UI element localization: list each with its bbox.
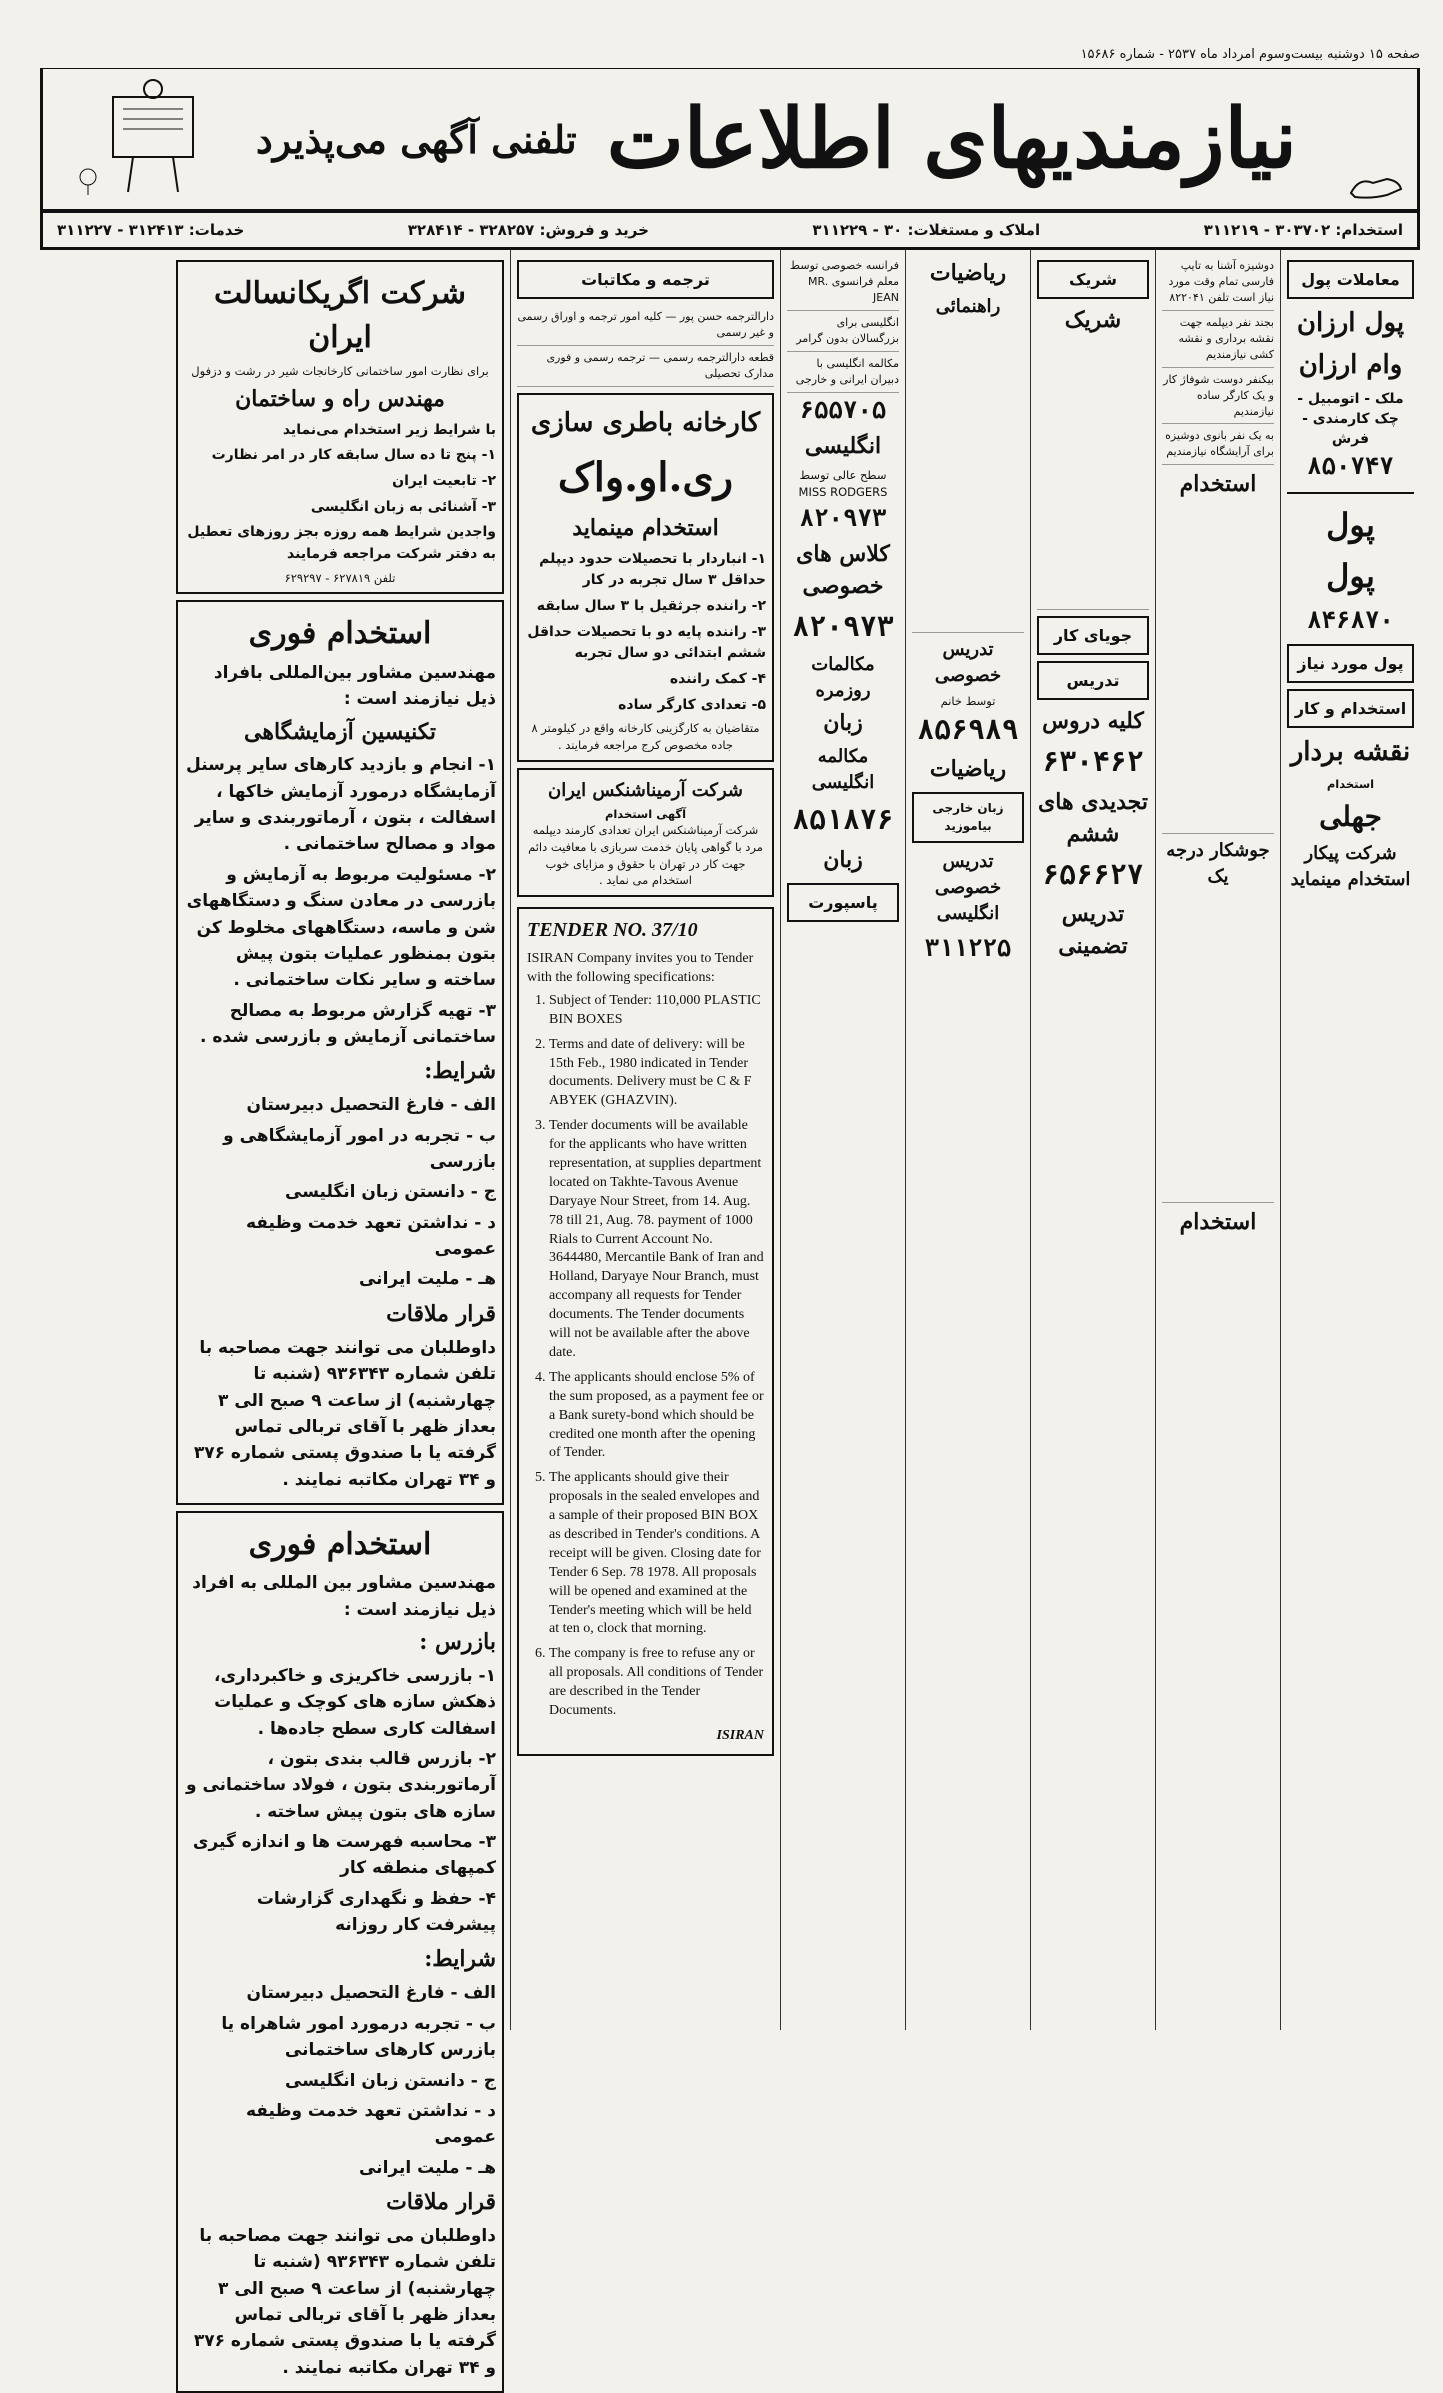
list-item [912, 324, 1024, 633]
masthead-subtitle: تلفنی آگهی می‌پذیرد [255, 116, 577, 162]
page-info-line [40, 40, 1420, 69]
list-item: ۳- راننده پایه دو با تحصیلات حداقل ششم ابتدائی دو سال تجربه [527, 623, 766, 662]
property-phone: املاک و مستغلات: ۳۰ - ۳۱۱۲۲۹ [812, 221, 1041, 239]
translation-category-box: ترجمه و مکاتبات [517, 260, 774, 299]
columns [40, 250, 1420, 2378]
language-heading-2: زبان [823, 846, 863, 873]
ad-intro: مهندسین مشاور بین‌المللی بافراد ذیل نیازمند است : [213, 662, 496, 710]
by-lady: توسط خانم [940, 694, 996, 709]
private-phone: ۸۵۶۹۸۹ [917, 712, 1019, 746]
guidance-heading: راهنمائی [935, 295, 1001, 317]
money-heading-2: پول [1326, 556, 1375, 595]
list-item: ۱- بازرسی خاکریزی و خاکبرداری، ذهکش سازه های کوچک و عملیات اسفالت کاری سطح جاده‌ها . [214, 1665, 496, 1739]
list-item: ج - دانستن زبان انگلیسی [285, 2070, 496, 2091]
hire-small-heading: استخدام [1326, 776, 1375, 791]
role-title: مهندس راه و ساختمان [235, 385, 445, 412]
company-title: شرکت اگریکانسالت ایران [214, 276, 466, 355]
list-item: ۴- حفظ و نگهداری گزارشات پیشرفت کار روزانه [256, 1888, 496, 1936]
column-partner [1030, 250, 1155, 2030]
loan-types: ملک - اتومبیل - چک کارمندی - فرش [1297, 390, 1404, 448]
lab-technician-role: تکنیسین آزمایشگاهی [244, 718, 436, 745]
list-item: ج - دانستن زبان انگلیسی [285, 1182, 496, 1203]
hire-category-box: استخدام و کار [1287, 689, 1414, 728]
tender-signature: ISIRAN [716, 1727, 764, 1743]
appointment-heading-2: قرار ملاقات [386, 2188, 496, 2215]
inspector-role: بازرس : [419, 1629, 496, 1656]
arminashnex-body: شرکت آرمیناشنکس ایران تعدادی کارمند دیپلمه مرد با گواهی پایان خدمت سربازی با معافیت دائم جهت کار در تهران با حقوق و مزایای خوب استخدام می نماید . [528, 823, 763, 888]
daily-conversation-heading: مکالمات روزمره [811, 653, 875, 701]
private-teaching-heading: تدریس خصوصی [934, 638, 1002, 687]
money-category-box: معاملات پول [1287, 260, 1414, 299]
list-item: ۳- محاسبه فهرست ها و اندازه گیری کمپهای منطقه کار [192, 1832, 496, 1879]
column-languages [780, 250, 905, 2030]
conditions-head: با شرایط زیر استخدام می‌نماید [282, 421, 496, 438]
math-heading-2: ریاضیات [929, 756, 1007, 783]
list-item: الف - فارغ التحصیل دبیرستان [246, 1983, 496, 2004]
company-intro: برای نظارت امور ساختمانی کارخانجات شیر در رشت و دزفول [191, 364, 489, 378]
services-phone: خدمات: ۳۱۲۴۱۳ - ۳۱۱۲۲۷ [57, 221, 245, 239]
arminashnex-subtitle: آگهی استخدام [604, 806, 687, 821]
list-item: ب - تجربه درمورد امور شاهراه یا بازرس کارهای ساختمانی [221, 2013, 496, 2061]
tender-title: TENDER NO. 37/10 [527, 919, 698, 942]
column-jobs [1155, 250, 1280, 2030]
list-item [1037, 341, 1149, 610]
company-phone: تلفن ۶۲۷۸۱۹ - ۶۲۹۲۹۷ [284, 570, 396, 585]
page-number: صفحه ۱۵ دوشنبه بیست‌وسوم امرداد ماه ۲۵۳۷ - شماره ۱۵۶۸۶ [1080, 46, 1420, 62]
appointment-text-2: داوطلبان می توانند جهت مصاحبه با تلفن شماره ۹۳۶۳۴۳ (شنبه تا چهارشنبه) از ساعت ۹ صبح الی ۳ بعداز ظهر با آقای تربالی تماس گرفته یا با صندوق پستی شماره ۳۷۶ و ۳۴ تهران مکاتبه نمایند . [193, 2225, 496, 2378]
column-engineering [170, 250, 510, 2378]
list-item: واجدین شرایط همه روزه بجز روزهای تعطیل به دفتر شرکت مراجعه فرمایند [187, 524, 496, 562]
urgent-hire-title: استخدام فوری [248, 616, 432, 652]
retake-phone: ۶۵۶۶۲۷ [1042, 857, 1144, 891]
list-item: مکالمه انگلیسی با دبیران ایرانی و خارجی [787, 352, 899, 393]
list-item: ۲- بازرس قالب بندی بتون ، آرماتوربندی بتون ، فولاد ساختمانی و سازه های بتون پیش ساخته . [185, 1748, 496, 1822]
teaching-category-box: تدریس [1037, 661, 1149, 700]
math-heading: ریاضیات [929, 260, 1007, 286]
arminashnex-title: شرکت آرمیناشنکس ایران [547, 779, 744, 801]
column-factory-tender [510, 250, 780, 2030]
cheap-loan-heading: وام ارزان [1298, 349, 1403, 380]
masthead-title: نیازمندیهای اطلاعات [606, 91, 1297, 187]
list-item: ۳- آشنائی به زبان انگلیسی [310, 498, 496, 515]
list-item: ب - تجربه در امور آزمایشگاهی و بازرسی [223, 1125, 496, 1172]
list-item: هـ - ملیت ایرانی [358, 1269, 496, 1290]
appointment-heading: قرار ملاقات [386, 1300, 496, 1327]
hire-heading: استخدام [1179, 471, 1257, 498]
trade-phone: خرید و فروش: ۳۲۸۲۵۷ - ۳۲۸۴۱۴ [407, 221, 649, 239]
agricaonsult-ad [176, 260, 504, 594]
money-heading: پول [1326, 506, 1375, 545]
list-item: د - نداشتن تعهد خدمت وظیفه عمومی [245, 1212, 496, 1260]
newspaper-page [40, 40, 1420, 2378]
loan-phone: ۸۵۰۷۴۷ [1307, 452, 1394, 481]
private-english-heading: تدریس خصوصی انگلیسی [934, 851, 1002, 925]
english-heading: انگلیسی [804, 433, 882, 460]
list-item: بیکنفر دوست شوفاژ کار و یک کارگر ساده نیازمندیم [1162, 368, 1274, 425]
list-item [1162, 894, 1274, 1203]
conditions-heading-2: شرایط: [424, 1946, 496, 1973]
list-item: ۴- کمک راننده [669, 670, 766, 687]
list-item [1162, 505, 1274, 834]
list-item: قطعه دارالترجمه رسمی — ترجمه رسمی و فوری مدارک تحصیلی [517, 346, 774, 387]
factory-title: کارخانه باطری سازی [530, 407, 761, 438]
list-item: هـ - ملیت ایرانی [358, 2157, 496, 2178]
list-item: ۲- تابعیت ایران [392, 472, 496, 489]
ad-intro-2: مهندسین مشاور بین المللی به افراد ذیل نیازمند است : [192, 1573, 496, 1620]
learn-foreign-box: زبان خارجی بیاموزید [912, 792, 1024, 843]
list-item: ۲- راننده جرثقیل با ۳ سال سابقه [536, 597, 766, 614]
newspaper-reader-icon [73, 77, 223, 197]
english-phone: ۳۱۱۲۲۵ [924, 934, 1012, 963]
arminashnex-ad [517, 768, 774, 897]
job-seek-category-box: جویای کار [1037, 616, 1149, 655]
conv-phone: ۸۵۱۸۷۶ [792, 803, 894, 837]
list-item: ۲- مسئولیت مربوط به آزمایش و بازرسی در معادن سنگ و دستگاههای شن و ماسه، دستگاههای مخلوط کن بتون بمنظور عملیات بتون پیش ساخته و سایر نکات ساختمانی . [186, 864, 496, 991]
list-item: الف - فارغ التحصیل دبیرستان [246, 1095, 496, 1116]
money-needed-box: پول مورد نیاز [1287, 644, 1414, 683]
english-subtitle: سطح عالی توسط MISS RODGERS [798, 468, 888, 499]
factory-hire: استخدام مینماید [572, 514, 719, 541]
private-classes-heading: کلاس های خصوصی [796, 541, 890, 600]
welder-heading: جوشکار درجه یک [1166, 840, 1270, 888]
partner-category-box: شریک [1037, 260, 1149, 299]
list-item: انگلیسی برای بزرگسالان بدون گرامر [787, 311, 899, 352]
list-item: 5. The applicants should give their proposals in the sealed envelopes and a sample of their proposed BIN BOX as described in Tender's conditions. A receipt will be given. Closing date for Tender 6 Sep. 78 1978. All proposals will be opened and examined at the Tender's meeting which will be held at ten o, clock that morning. [549, 1469, 764, 1639]
employment-phone: استخدام: ۳۰۳۷۰۲ - ۳۱۱۲۱۹ [1203, 221, 1403, 239]
tender-intro: ISIRAN Company invites you to Tender with the following specifications: [527, 951, 754, 986]
surveyor-heading: نقشه بردار [1290, 737, 1411, 768]
lab-technician-ad [176, 600, 504, 1505]
teaching-phone: ۶۳۰۴۶۲ [1042, 745, 1144, 779]
battery-factory-ad [517, 393, 774, 762]
list-item: د - نداشتن تعهد خدمت وظیفه عمومی [245, 2100, 496, 2148]
conversation-phone: ۶۵۵۷۰۵ [799, 395, 887, 424]
english-conversation-heading: مکالمه انگلیسی [811, 745, 875, 793]
list-item: بجند نفر دیپلمه جهت نقشه برداری و نقشه کشی نیازمندیم [1162, 311, 1274, 368]
list-item: 1. Subject of Tender: 110,000 PLASTIC BIN BOXES [549, 992, 764, 1030]
list-item: 3. Tender documents will be available for the applicants who have written representation, at supplies department located on Takhte-Tavous Avenue Daryaye Nour Street, from 14. Aug. 78 till 21, Aug. 78. payment of 1000 Rials to Current Account No. 3644480, Mercantile Bank of Iran and Holland, Daryaye Nour Branch, must accompany all requests for Tender documents. The Tender documents will not be available after the above date. [549, 1117, 764, 1363]
phone-numbers-bar [40, 212, 1420, 250]
retake-heading: تجدیدی های ششم [1038, 788, 1148, 847]
tender-ad [517, 907, 774, 1756]
list-item: 2. Terms and date of delivery: will be 15th Feb., 1980 indicated in Tender documents. Delivery must be C & F ABYEK (GHAZVIN). [549, 1036, 764, 1112]
list-item: 6. The company is free to refuse any or all proposals. All conditions of Tender are described in the Tender Documents. [549, 1645, 764, 1721]
money-phone: ۸۴۶۸۷۰ [1307, 606, 1394, 635]
appointment-text: داوطلبان می توانند جهت مصاحبه با تلفن شماره ۹۳۶۳۴۳ (شنبه تا چهارشنبه) از ساعت ۹ صبح الی ۳ بعداز ظهر با آقای تربالی تماس گرفته یا با صندوق پستی شماره ۳۷۶ و ۳۴ تهران مکاتبه نمایند . [193, 1337, 496, 1490]
factory-name: ری.او.واک [557, 453, 734, 501]
english-phone: ۸۲۰۹۷۳ [799, 503, 887, 532]
partner-heading: شریک [1064, 307, 1122, 334]
list-item: دارالترجمه حسن پور — کلیه امور ترجمه و اوراق رسمی و غیر رسمی [517, 305, 774, 346]
conditions-heading: شرایط: [424, 1058, 496, 1085]
inspector-ad [176, 1511, 504, 2393]
list-item: دوشیزه آشنا به تایپ فارسی تمام وقت مورد نیاز است تلفن ۸۲۲۰۴۱ [1162, 254, 1274, 311]
list-item: ۵- تعدادی کارگر ساده [618, 696, 766, 713]
masthead [40, 69, 1420, 212]
list-item: به یک نفر بانوی دوشیزه برای آرایشگاه نیازمندیم [1162, 424, 1274, 465]
factory-footer: متقاضیان به کارگزینی کارخانه واقع در کیلومتر ۸ جاده مخصوص کرج مراجعه فرمایند . [531, 721, 760, 752]
classes-phone: ۸۲۰۹۷۳ [792, 610, 894, 644]
list-item: 4. The applicants should enclose 5% of the sum proposed, as a payment fee or a Bank surety-bond which should be credited one month after the opening of Tender. [549, 1369, 764, 1463]
language-heading: زبان [823, 709, 863, 736]
phone-hand-icon [1347, 169, 1407, 203]
guaranteed-teaching-heading: تدریس تضمینی [1058, 901, 1128, 960]
jahli-logo-text: جهلی [1319, 799, 1382, 833]
urgent-hire-title-2: استخدام فوری [248, 1526, 432, 1562]
peykar-heading: شرکت پیکار استخدام مینماید [1290, 843, 1411, 891]
list-item: ۳- تهیه گزارش مربوط به مصالح ساختمانی آزمایش و بازرسی شده . [199, 1000, 496, 1047]
cheap-money-heading: پول ارزان [1296, 308, 1405, 339]
list-item: ۱- انباردار با تحصیلات حدود دیپلم حداقل ۳ سال تجربه در کار [539, 550, 766, 589]
passport-box: پاسپورت [787, 883, 899, 922]
list-item: فرانسه خصوصی توسط معلم فرانسوی MR. JEAN [787, 254, 899, 311]
list-item: ۱- پنج تا ده سال سابقه کار در امر نظارت [211, 447, 496, 464]
hire-heading-2: استخدام [1179, 1209, 1257, 1236]
column-tutoring [905, 250, 1030, 2030]
column-money [1280, 250, 1420, 2030]
list-item: ۱- انجام و بازدید کارهای سایر پرسنل آزمایشگاه درمورد آزمایش خاکها ، اسفالت ، بتون ، آرماتوربندی و سایر مواد و مصالح ساختمانی . [186, 755, 496, 855]
all-subjects-heading: کلیه دروس [1042, 708, 1144, 735]
